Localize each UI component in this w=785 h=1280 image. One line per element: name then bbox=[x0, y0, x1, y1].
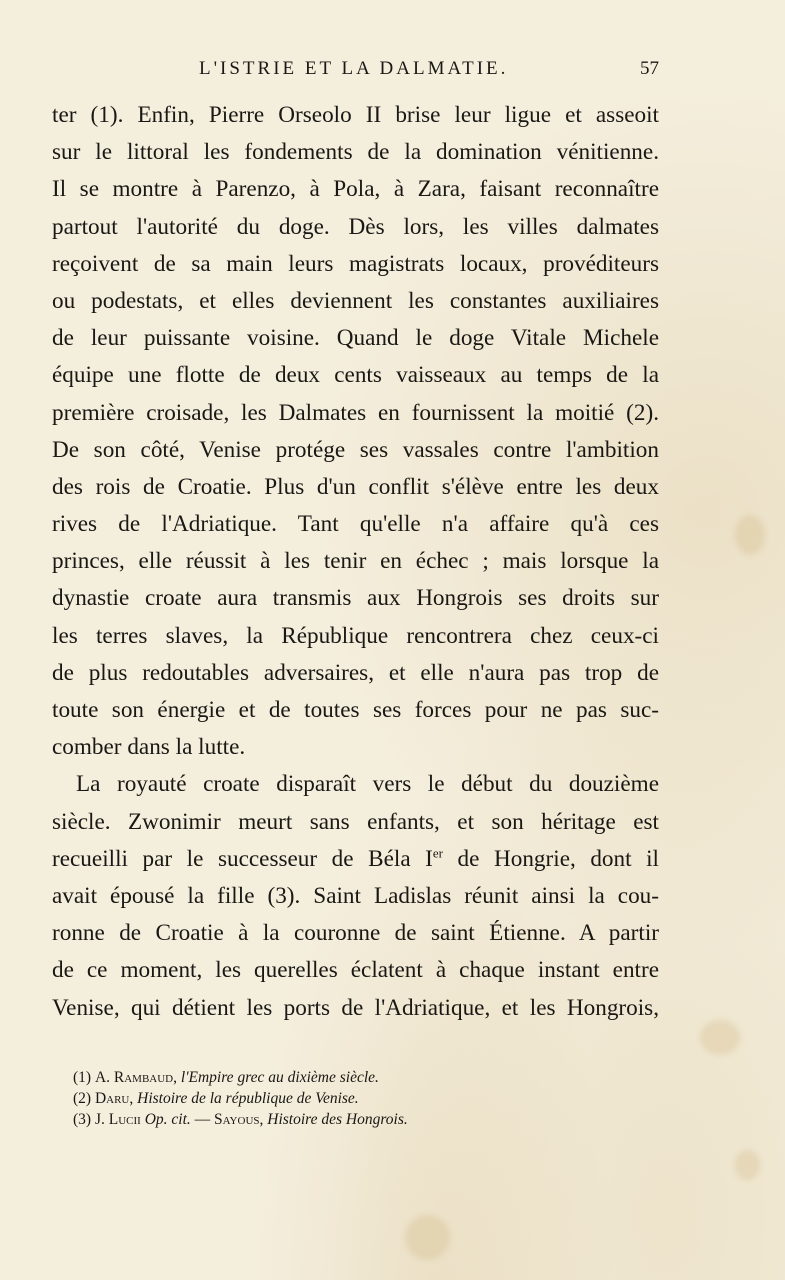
text-line: Il se montre à Parenzo, à Pola, à Zara, faisant reconnaître bbox=[52, 176, 659, 203]
text-line: de plus redoutables adversaires, et elle n'aura pas trop de bbox=[52, 659, 659, 686]
footnote-author: Daru, bbox=[94, 1090, 134, 1107]
paragraph-first-line: La royauté croate disparaît vers le début du douzième bbox=[76, 771, 659, 798]
text-line: princes, elle réussit à les tenir en échec ; mais lorsque la bbox=[52, 548, 659, 575]
text-line: les terres slaves, la République rencontrera chez ceux-ci bbox=[52, 622, 659, 649]
text-line: de leur puissante voisine. Quand le doge Vitale Michele bbox=[52, 325, 659, 352]
footnote-author: Sayous, bbox=[214, 1111, 264, 1128]
text-segment: recueilli par le successeur de Béla I bbox=[52, 845, 433, 872]
footnote-author: J. Lucii bbox=[94, 1111, 141, 1128]
foxing-stain bbox=[405, 1215, 450, 1260]
footnotes bbox=[73, 1067, 593, 1130]
footnote-marker: (3) bbox=[73, 1111, 92, 1128]
text-line: ou podestats, et elles deviennent les constantes auxiliaires bbox=[52, 287, 659, 314]
footnote bbox=[73, 1109, 593, 1130]
footnote-separator: — bbox=[194, 1111, 211, 1128]
text-line: des rois de Croatie. Plus d'un conflit s'élève entre les deux bbox=[52, 473, 659, 500]
text-line: dynastie croate aura transmis aux Hongrois ses droits sur bbox=[52, 585, 659, 612]
text-line: siècle. Zwonimir meurt sans enfants, et son héritage est bbox=[52, 808, 659, 835]
page-header bbox=[52, 58, 659, 86]
text-line: première croisade, les Dalmates en fournissent la moitié (2). bbox=[52, 399, 659, 426]
footnote-title: Op. cit. bbox=[144, 1111, 191, 1128]
text-line: ronne de Croatie à la couronne de saint Étienne. A partir bbox=[52, 920, 659, 947]
page-number: 57 bbox=[640, 58, 659, 79]
footnote-title: l'Empire grec au dixième siècle. bbox=[180, 1069, 379, 1086]
footnote bbox=[73, 1088, 593, 1109]
foxing-stain bbox=[735, 1150, 760, 1180]
text-line: partout l'autorité du doge. Dès lors, les villes dalmates bbox=[52, 213, 659, 240]
text-line: rives de l'Adriatique. Tant qu'elle n'a affaire qu'à ces bbox=[52, 511, 659, 538]
footnote-marker: (1) bbox=[73, 1069, 92, 1086]
text-line: De son côté, Venise protége ses vassales contre l'ambition bbox=[52, 436, 659, 463]
footnote-marker: (2) bbox=[73, 1090, 92, 1107]
body-text bbox=[52, 97, 659, 1027]
footnote-title: Histoire de la république de Venise. bbox=[137, 1090, 359, 1107]
text-segment: de Hongrie, dont il bbox=[443, 845, 659, 872]
text-line: sur le littoral les fondements de la domination vénitienne. bbox=[52, 139, 659, 166]
text-line: reçoivent de sa main leurs magistrats locaux, provéditeurs bbox=[52, 250, 659, 277]
text-line: toute son énergie et de toutes ses forces pour ne pas suc- bbox=[52, 697, 659, 723]
text-line: Venise, qui détient les ports de l'Adriatique, et les Hongrois, bbox=[52, 994, 659, 1021]
foxing-stain bbox=[735, 515, 765, 555]
text-line-with-superscript bbox=[52, 841, 659, 878]
text-line: comber dans la lutte. bbox=[52, 734, 246, 761]
text-line: de ce moment, les querelles éclatent à chaque instant entre bbox=[52, 957, 659, 984]
text-line: avait épousé la fille (3). Saint Ladislas réunit ainsi la cou- bbox=[52, 882, 659, 909]
foxing-stain bbox=[700, 1020, 740, 1055]
text-line: ter (1). Enfin, Pierre Orseolo II brise leur ligue et asseoit bbox=[52, 102, 659, 128]
superscript: er bbox=[432, 845, 443, 861]
text-line: équipe une flotte de deux cents vaisseaux au temps de la bbox=[52, 362, 659, 389]
footnote bbox=[73, 1067, 593, 1088]
footnote-author: A. Rambaud, bbox=[94, 1069, 178, 1086]
footnote-title: Histoire des Hongrois. bbox=[267, 1111, 408, 1128]
running-title: L'ISTRIE ET LA DALMATIE. bbox=[199, 58, 509, 79]
